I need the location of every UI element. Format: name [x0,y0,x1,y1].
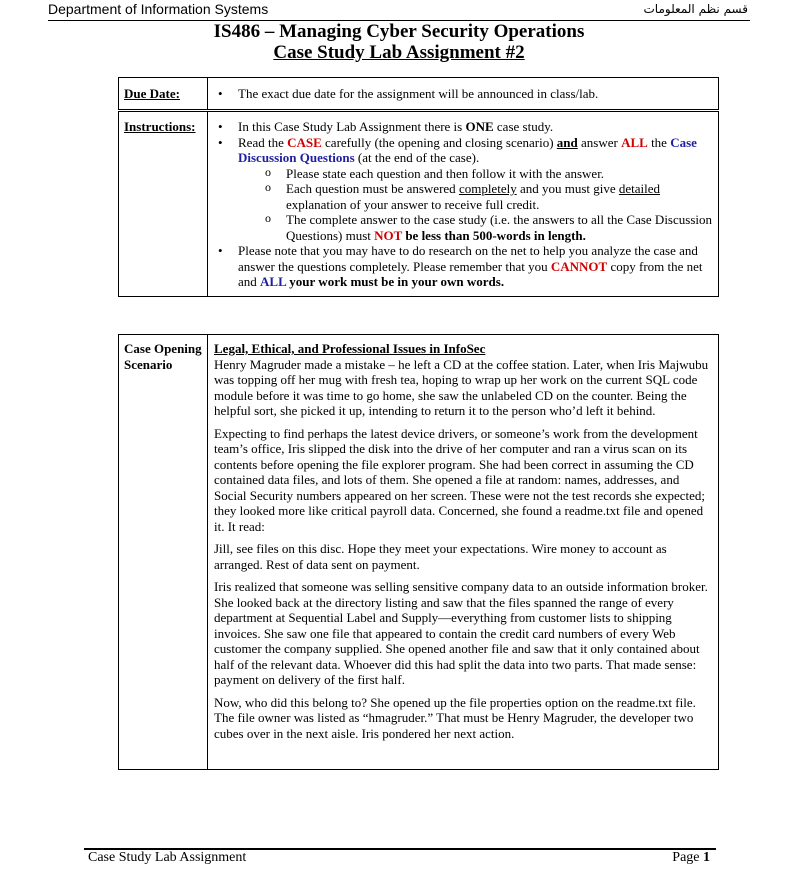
course-title: IS486 – Managing Cyber Security Operations [213,21,585,42]
department-name-arabic: قسم نظم المعلومات [643,2,748,16]
case-paragraph: Now, who did this belong to? She opened up the file properties option on the readme.txt file. The file owner was listed as “hmagruder.” That must be Henry Magruder, the developer two cubes over in the next aisle. Iris pondered her next action. [214,694,696,741]
case-table [118,334,719,770]
case-cell [208,335,719,770]
footer-title: Case Study Lab Assignment [88,850,247,865]
instruction-subitem: o Each question must be answered completely and you must give detailed explanation of your answer to receive full credit. [286,181,712,212]
department-name: Department of Information Systems [48,1,269,17]
case-paragraph: Jill, see files on this disc. Hope they meet your expectations. Wire money to account as arranged. Rest of data sent on payment. [214,541,667,572]
page-number: Page 1 [672,850,710,865]
instruction-item: • In this Case Study Lab Assignment there is ONE case study. [238,119,712,135]
instruction-item: • Read the CASE carefully (the opening and closing scenario) and answer ALL the Case Discussion Questions (at the end of the case). o Please state each question and then follow it with the answer. o Each question must be answered completely and you must give detailed explanation of your answer to receive full credit. o The complete answer to the case study (i.e. the answers to all the Case Discussion Questions) must NOT be less than 500-words in length. [238,135,712,244]
case-paragraph: Iris realized that someone was selling sensitive company data to an outside information broker. She looked back at the directory listing and saw that the files spanned the range of every department at Sequential Label and Supply—everything from customer lists to shipping invoices. She saw one file that appeared to contain the credit card numbers of every Web customer the company supplied. She opened another file and saw that it only contained about half of the relevant data. Whoever did this had split the data into two parts. That made sense: payment on delivery of the first half. [214,579,708,687]
case-paragraph: Henry Magruder made a mistake – he left a CD at the coffee station. Later, when Iris Majwubu was topping off her mug with fresh tea, hoping to wrap up her work on the current SQL code module before it was time to go home, she saw the unlabeled CD on the counter. Being the helpful sort, she picked it up, intending to return it to the person who’d left it behind. [214,356,709,418]
due-date-label: Due Date: [119,78,208,110]
instruction-subitem: o The complete answer to the case study (i.e. the answers to all the Case Discussion Questions) must NOT be less than 500-words in length. [286,212,712,243]
case-paragraph: Expecting to find perhaps the latest device drivers, or someone’s work from the development team’s office, Iris slipped the disk into the drive of her computer and ran a virus scan on its contents before opening the file explorer program. She had been correct in assuming the CD contained data files, and lots of them. She opened a file at random: names, addresses, and Social Security numbers appeared on her screen. These were not the test records she expected; they looked more like critical payroll data. Concerned, she found a readme.txt file and opened it. It read: [214,425,706,534]
instruction-subitem: o Please state each question and then follow it with the answer. [286,166,712,182]
instructions-table [118,111,719,297]
instructions-label: Instructions: [119,112,208,297]
case-title: Legal, Ethical, and Professional Issues in InfoSec [214,341,486,356]
case-label: Case Opening Scenario [119,335,208,770]
assignment-title: Case Study Lab Assignment #2 [273,42,525,63]
due-date-table [118,77,719,110]
due-date-cell [208,78,719,110]
instruction-item: • Please note that you may have to do research on the net to help you analyze the case and answer the questions completely. Please remember that you CANNOT copy from the net and ALL your work must be in your own words. [238,243,712,290]
instructions-cell [208,112,719,297]
due-date-text: • The exact due date for the assignment will be announced in class/lab. [238,86,712,102]
